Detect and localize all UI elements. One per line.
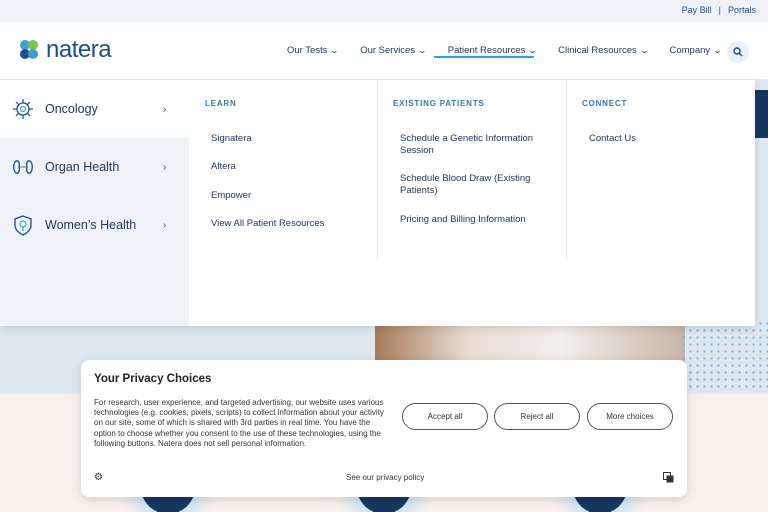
privacy-title: Your Privacy Choices	[94, 373, 212, 385]
kidneys-icon	[12, 156, 34, 178]
link-view-all-patient-resources[interactable]: View All Patient Resources	[211, 218, 325, 229]
column-divider	[377, 80, 378, 260]
link-empower[interactable]: Empower	[211, 190, 252, 201]
link-pricing-billing[interactable]: Pricing and Billing Information	[400, 214, 526, 225]
existing-patients-heading: EXISTING PATIENTS	[393, 99, 485, 108]
patient-resources-mega-menu	[0, 80, 755, 326]
chevron-down-icon: ⌄	[528, 46, 538, 55]
nav-label: Patient Resources	[447, 45, 526, 56]
learn-heading: LEARN	[205, 99, 237, 108]
chevron-down-icon: ⌄	[712, 46, 723, 55]
nav-label: Company	[669, 45, 711, 56]
connect-heading: CONNECT	[582, 99, 628, 108]
chevron-down-icon: ⌄	[417, 46, 428, 55]
category-organ-health[interactable]	[0, 138, 189, 196]
category-oncology[interactable]	[0, 80, 189, 138]
shield-icon	[12, 214, 34, 236]
pay-bill-link[interactable]: Pay Bill	[681, 5, 712, 15]
nav-label: Our Tests	[287, 45, 328, 56]
nav-label: Clinical Resources	[558, 45, 637, 56]
link-schedule-genetic-session[interactable]: Schedule a Genetic Information Session	[400, 133, 534, 156]
link-schedule-blood-draw[interactable]: Schedule Blood Draw (Existing Patients)	[400, 173, 531, 196]
link-altera[interactable]: Altera	[211, 161, 236, 172]
natera-logo-text: natera	[46, 36, 112, 63]
category-womens-health[interactable]	[0, 196, 189, 254]
nav-label: Our Services	[360, 45, 416, 56]
hero-dot-pattern	[680, 320, 768, 390]
site-header	[0, 22, 768, 80]
natera-logo[interactable]	[17, 36, 111, 64]
category-label: Oncology	[45, 102, 98, 116]
natera-logo-icon	[17, 38, 41, 62]
search-button[interactable]	[727, 41, 749, 63]
accept-all-button[interactable]: Accept all	[402, 403, 488, 430]
utility-links	[682, 5, 756, 15]
nav-patient-resources[interactable]	[448, 45, 536, 56]
translate-icon[interactable]	[663, 472, 674, 483]
category-sidebar	[0, 80, 189, 326]
column-divider	[566, 80, 567, 260]
main-nav	[287, 45, 721, 56]
chevron-right-icon: ›	[163, 161, 167, 173]
nav-our-services[interactable]	[360, 45, 426, 56]
utility-bar	[0, 0, 768, 22]
chevron-right-icon: ›	[163, 219, 167, 231]
category-label: Women’s Health	[45, 218, 137, 232]
link-contact-us[interactable]: Contact Us	[589, 133, 636, 144]
chevron-down-icon: ⌄	[639, 46, 649, 55]
virus-cell-icon	[12, 98, 34, 120]
nav-company[interactable]	[670, 45, 721, 56]
chevron-right-icon: ›	[163, 103, 167, 115]
nav-our-tests[interactable]	[287, 45, 338, 56]
utility-separator: |	[718, 5, 721, 15]
privacy-policy-link[interactable]: See our privacy policy	[346, 473, 425, 482]
portals-link[interactable]: Portals	[727, 5, 756, 15]
nav-clinical-resources[interactable]	[558, 45, 647, 56]
chevron-down-icon: ⌄	[330, 46, 340, 55]
link-signatera[interactable]: Signatera	[211, 133, 252, 144]
more-choices-button[interactable]: More choices	[587, 403, 673, 430]
privacy-choices-dialog	[81, 360, 687, 497]
search-icon	[733, 47, 743, 57]
reject-all-button[interactable]: Reject all	[494, 403, 580, 430]
category-label: Organ Health	[45, 160, 120, 174]
gear-icon[interactable]: ⚙	[94, 472, 103, 483]
nav-active-indicator	[434, 56, 534, 58]
hero-accent-block	[755, 90, 768, 138]
privacy-body-text: For research, user experience, and targeted advertising, our website uses various technologies (e.g. cookies, pixels, scripts) to collect information about your activity on our site, some of which is shared with 3rd parties in real time. You have the option to choose whether you consent to the use of these technologies, using the following buttons. Natera does not sell personal information.	[94, 398, 384, 448]
